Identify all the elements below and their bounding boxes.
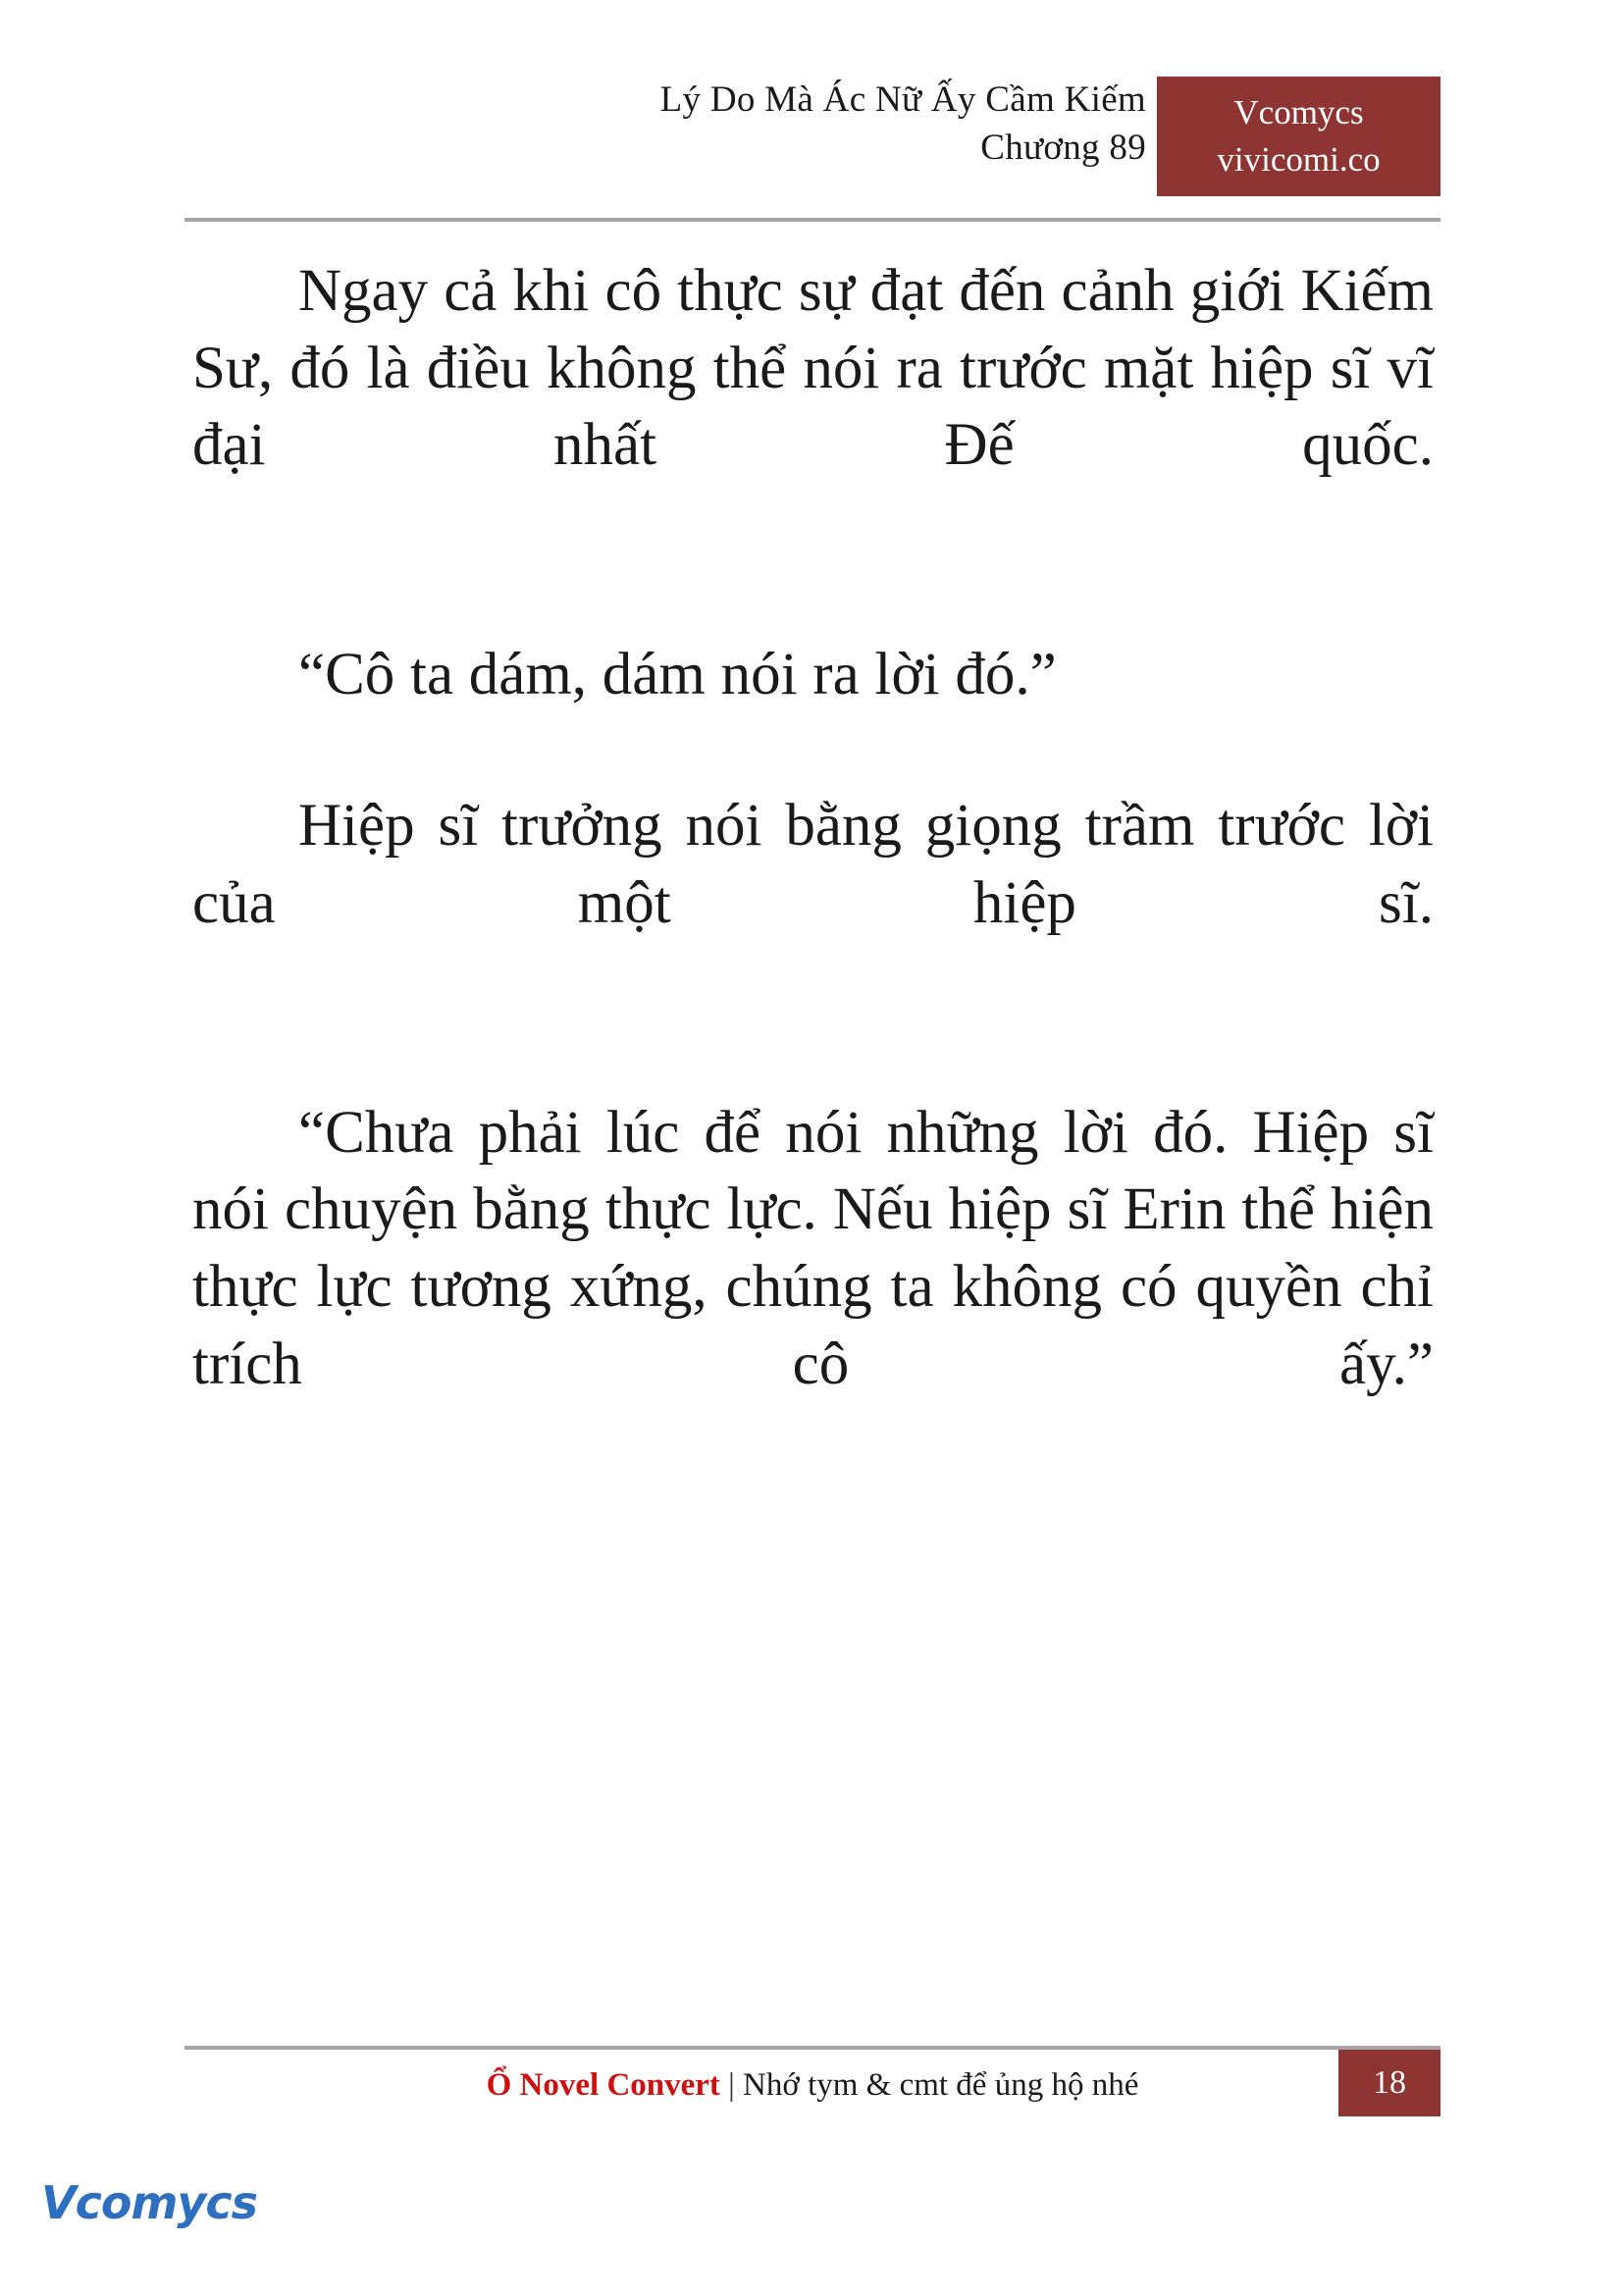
paragraph-text: Hiệp sĩ trưởng nói bằng giọng trầm trước lời của một hiệp sĩ. <box>192 793 1434 937</box>
paragraph <box>192 253 1434 562</box>
footer-separator: | <box>728 2067 735 2103</box>
paragraph <box>192 1095 1434 1481</box>
page-header <box>184 77 1441 214</box>
paragraph <box>192 637 1434 714</box>
paragraph-text: “Cô ta dám, dám nói ra lời đó.” <box>298 641 1057 707</box>
site-badge-name: Vcomycs <box>1233 92 1364 131</box>
paragraph-text: “Chưa phải lúc để nói những lời đó. Hiệp sĩ nói chuyện bằng thực lực. Nếu hiệp sĩ Erin thể hiện thực lực tương xứng, chúng ta không có quyền chỉ trích cô ấy.” <box>192 1099 1434 1397</box>
header-title-block <box>660 77 1146 173</box>
site-badge-url: vivicomi.co <box>1217 140 1381 179</box>
watermark-text: Vcomycs <box>41 2176 258 2229</box>
page-number: 18 <box>1338 2050 1441 2116</box>
chapter-title: Chương 89 <box>980 127 1146 168</box>
chapter-body <box>192 253 1434 1481</box>
watermark-logo <box>41 2176 258 2255</box>
paragraph <box>192 788 1434 1019</box>
header-divider <box>184 218 1441 222</box>
page-footer <box>184 2050 1441 2120</box>
footer-note: Nhớ tym & cmt để ủng hộ nhé <box>743 2067 1139 2103</box>
footer-brand: Ổ Novel Convert <box>486 2067 720 2103</box>
footer-credit <box>184 2067 1441 2104</box>
paragraph-text: Ngay cả khi cô thực sự đạt đến cảnh giới Kiếm Sư, đó là điều không thể nói ra trước mặt hiệp sĩ vĩ đại nhất Đế quốc. <box>192 258 1434 479</box>
book-title: Lý Do Mà Ác Nữ Ấy Cầm Kiếm <box>659 79 1146 120</box>
site-badge <box>1157 77 1441 196</box>
